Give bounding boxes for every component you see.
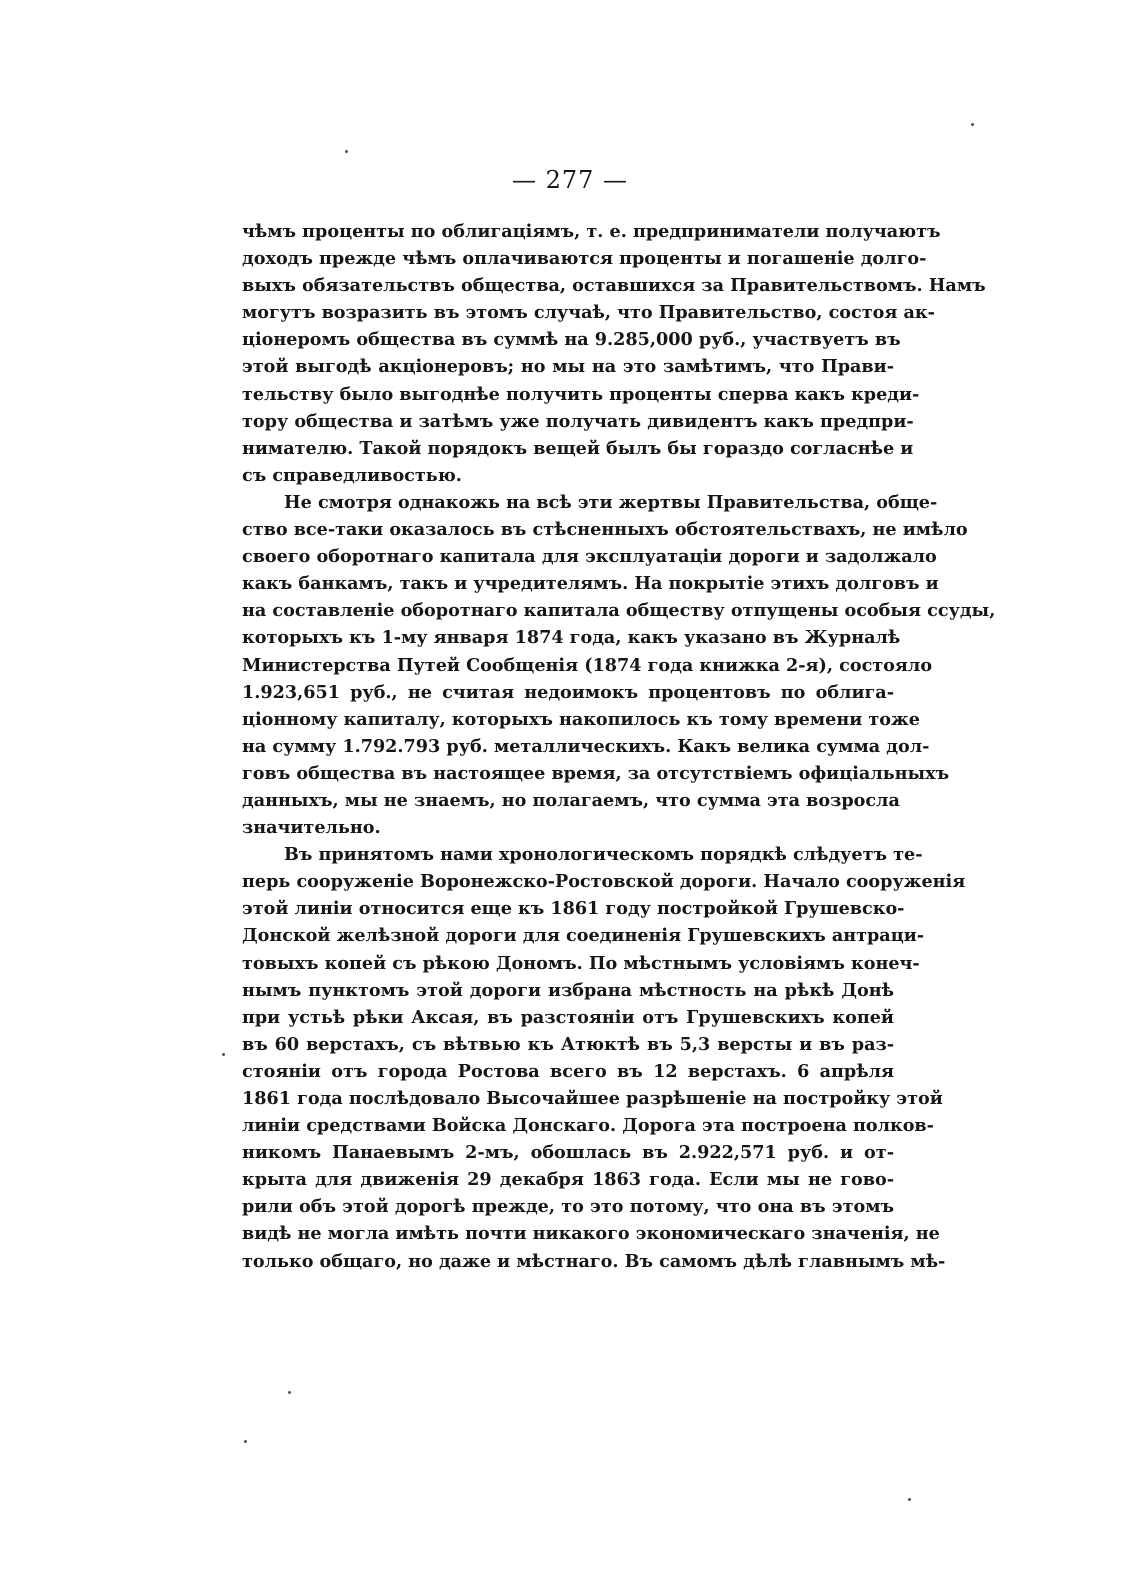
text-line: только общаго, но даже и мѣстнаго. Въ самомъ дѣлѣ главнымъ мѣ- — [242, 1250, 946, 1272]
text-line: какъ банкамъ, такъ и учредителямъ. На покрытіе этихъ долговъ и — [242, 573, 939, 595]
text-line: нимателю. Такой порядокъ вещей былъ бы гораздо согласнѣе и — [242, 437, 914, 459]
text-line: на сумму 1.792.793 руб. металлическихъ. Какъ велика сумма дол- — [242, 735, 930, 757]
paragraph — [242, 489, 996, 841]
text-line: ство все-таки оказалось въ стѣсненныхъ обстоятельствахъ, не имѣло — [242, 519, 968, 541]
text-line: чѣмъ проценты по облигаціямъ, т. е. предприниматели получаютъ — [242, 221, 941, 242]
scan-speck — [971, 123, 974, 126]
text-line: значительно. — [242, 817, 381, 839]
text-line: этой линіи относится еще къ 1861 году постройкой Грушевско- — [242, 898, 905, 920]
text-line: линіи средствами Войска Донскаго. Дорога эта построена полков- — [242, 1115, 934, 1137]
text-line: этой выгодѣ акціонеровъ; но мы на это замѣтимъ, что Прави- — [242, 356, 894, 378]
text-line: своего оборотнаго капитала для эксплуатаціи дороги и задолжало — [242, 546, 937, 568]
text-line: которыхъ къ 1-му января 1874 года, какъ указано въ Журналѣ — [242, 627, 901, 649]
text-line: говъ общества въ настоящее время, за отсутствіемъ офиціальныхъ — [242, 762, 950, 784]
text-line: нымъ пунктомъ этой дороги избрана мѣстность на рѣкѣ Донѣ — [242, 979, 894, 1001]
paragraph — [242, 841, 966, 1275]
text-line: 1861 года послѣдовало Высочайшее разрѣшеніе на постройку этой — [242, 1088, 943, 1109]
text-line: при устьѣ рѣки Аксая, въ разстояніи отъ Грушевскихъ копей — [242, 1006, 894, 1028]
text-line: данныхъ, мы не знаемъ, но полагаемъ, что сумма эта возросла — [242, 789, 900, 811]
text-line: видѣ не могла имѣть почти никакого экономическаго значенія, не — [242, 1223, 940, 1245]
scan-speck — [244, 1440, 247, 1443]
text-line: Въ принятомъ нами хронологическомъ порядкѣ слѣдуетъ те- — [284, 844, 923, 866]
paragraph — [242, 218, 986, 489]
text-line: стояніи отъ города Ростова всего въ 12 верстахъ. 6 апрѣля — [242, 1060, 894, 1082]
text-line: никомъ Панаевымъ 2-мъ, обошлась въ 2.922,571 руб. и от- — [242, 1142, 894, 1164]
text-line: ціонному капиталу, которыхъ накопилось къ тому времени тоже — [242, 708, 920, 730]
text-line: тору общества и затѣмъ уже получать дивидентъ какъ предпри- — [242, 410, 914, 432]
text-line: Не смотря однакожь на всѣ эти жертвы Правительства, обще- — [284, 491, 938, 513]
text-line: съ справедливостью. — [242, 464, 462, 486]
scan-speck — [345, 150, 348, 153]
text-line: въ 60 верстахъ, съ вѣтвью къ Атюктѣ въ 5,3 версты и въ раз- — [242, 1033, 894, 1055]
text-line: Донской желѣзной дороги для соединенія Грушевскихъ антраци- — [242, 925, 925, 947]
text-line: товыхъ копей съ рѣкою Дономъ. По мѣстнымъ условіямъ конеч- — [242, 952, 920, 974]
text-line: на составленіе оборотнаго капитала обществу отпущены особыя ссуды, — [242, 600, 996, 622]
text-line: могутъ возразить въ этомъ случаѣ, что Правительство, состоя ак- — [242, 302, 935, 324]
text-line: выхъ обязательствъ общества, оставшихся за Правительствомъ. Намъ — [242, 275, 986, 297]
text-line: ціонеромъ общества въ суммѣ на 9.285,000 руб., участвуетъ въ — [242, 329, 901, 351]
text-line: доходъ прежде чѣмъ оплачиваются проценты и погашеніе долго- — [242, 248, 927, 270]
text-line: тельству было выгоднѣе получить проценты сперва какъ креди- — [242, 383, 920, 405]
text-line: 1.923,651 руб., не считая недоимокъ процентовъ по облига- — [242, 681, 894, 703]
scan-speck — [908, 1498, 911, 1501]
text-line: рили объ этой дорогѣ прежде, то это потому, что она въ этомъ — [242, 1196, 894, 1218]
scan-speck — [288, 1391, 291, 1394]
text-line: Министерства Путей Сообщенія (1874 года книжка 2-я), состояло — [242, 654, 933, 676]
text-line: перь сооруженіе Воронежско-Ростовской дороги. Начало сооруженія — [242, 871, 966, 893]
scan-speck — [222, 1053, 225, 1056]
page-number: — 277 — — [511, 166, 629, 194]
body-text — [242, 218, 996, 1275]
text-line: крыта для движенія 29 декабря 1863 года. Если мы не гово- — [242, 1169, 894, 1191]
